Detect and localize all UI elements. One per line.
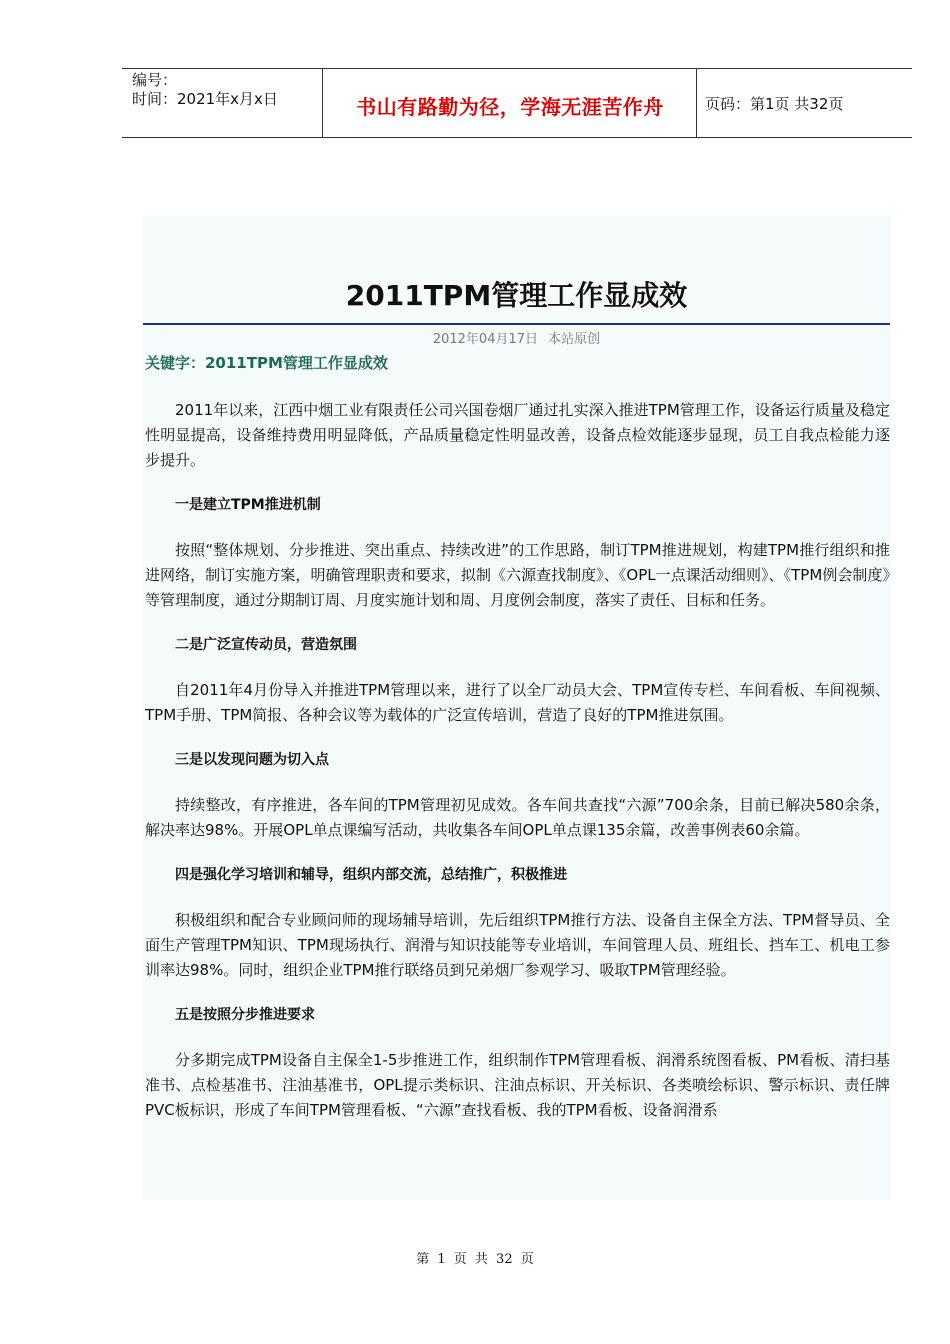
paragraph: 持续整改，有序推进，各车间的TPM管理初见成效。各车间共查找“六源”700余条，目前已解决580余条，解决率达98%。开展OPL单点课编写活动，共收集各车间OPL单点课135余篇，改善事例表60余篇。 — [145, 796, 890, 839]
paragraph: 自2011年4月份导入并推进TPM管理以来，进行了以全厂动员大会、TPM宣传专栏、车间看板、车间视频、TPM手册、TPM简报、各种会议等为载体的广泛宣传培训，营造了良好的TPM推进氛围。 — [145, 681, 890, 724]
header-motto-cell — [323, 69, 697, 137]
section-heading: 二是广泛宣传动员，营造氛围 — [175, 637, 357, 653]
header-page-cell — [697, 69, 912, 137]
article-body — [143, 216, 890, 1200]
page-footer: 第 1 页 共 32 页 — [416, 1252, 534, 1267]
paragraph: 按照“整体规划、分步推进、突出重点、持续改进”的工作思路，制订TPM推进规划，构建TPM推行组织和推进网络，制订实施方案，明确管理职责和要求，拟制《六源查找制度》、《OPL一点课活动细则》、《TPM例会制度》等管理制度，通过分期制订周、月度实施计划和周、月度例会制度，落实了责任、目标和任务。 — [145, 541, 890, 609]
header-page-code: 页码：第1页 共32页 — [705, 95, 844, 113]
section-heading: 三是以发现问题为切入点 — [175, 752, 329, 768]
document-number-label: 编号： — [132, 71, 178, 89]
header-info-cell — [122, 69, 323, 137]
article-keywords: 关键字：2011TPM管理工作显成效 — [145, 354, 388, 372]
section-heading: 五是按照分步推进要求 — [175, 1007, 315, 1023]
document-time-label: 时间：2021年x月x日 — [132, 90, 278, 108]
article-content — [145, 398, 890, 1143]
section-heading: 一是建立TPM推进机制 — [175, 497, 321, 513]
article-title: 2011TPM管理工作显成效 — [345, 279, 688, 312]
header-motto: 书山有路勤为径，学海无涯苦作舟 — [356, 95, 664, 119]
section-heading: 四是强化学习培训和辅导，组织内部交流，总结推广，积极推进 — [175, 867, 567, 883]
article-meta: 2012年04月17日 本站原创 — [432, 332, 601, 347]
document-header — [122, 68, 912, 138]
paragraph: 2011年以来，江西中烟工业有限责任公司兴国卷烟厂通过扎实深入推进TPM管理工作，设备运行质量及稳定性明显提高，设备维持费用明显降低，产品质量稳定性明显改善，设备点检效能逐步显现，员工自我点检能力逐步提升。 — [145, 401, 890, 469]
title-divider — [143, 323, 890, 325]
paragraph: 分多期完成TPM设备自主保全1-5步推进工作，组织制作TPM管理看板、润滑系统图看板、PM看板、清扫基准书、点检基准书、注油基准书，OPL提示类标识、注油点标识、开关标识、各类喷绘标识、警示标识、责任牌PVC板标识，形成了车间TPM管理看板、“六源”查找看板、我的TPM看板、设备润滑系 — [145, 1051, 890, 1119]
paragraph: 积极组织和配合专业顾问师的现场辅导培训，先后组织TPM推行方法、设备自主保全方法、TPM督导员、全面生产管理TPM知识、TPM现场执行、润滑与知识技能等专业培训，车间管理人员、班组长、挡车工、机电工参训率达98%。同时，组织企业TPM推行联络员到兄弟烟厂参观学习、吸取TPM管理经验。 — [145, 911, 890, 979]
